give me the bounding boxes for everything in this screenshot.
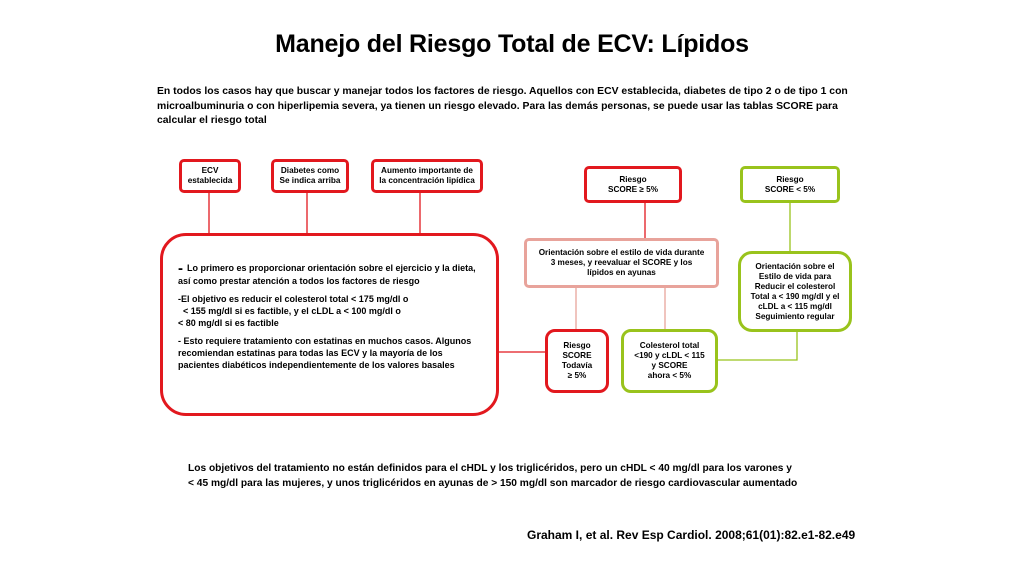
citation: Graham I, et al. Rev Esp Cardiol. 2008;61(01):82.e1-82.e49: [527, 528, 856, 542]
box-line: Estilo de vida para: [758, 271, 832, 281]
box-line: cLDL a < 115 mg/dl: [758, 301, 832, 311]
box-ecv-establecida: [179, 159, 241, 193]
pink-connectors: [576, 287, 665, 330]
treatment-paragraph-2: [178, 293, 482, 329]
box-line: SCORE ≥ 5%: [608, 184, 658, 194]
treatment-line: < 155 mg/dl si es factible, y el cLDL a < 100 mg/dl o: [178, 306, 401, 316]
box-line: Todavía: [561, 361, 593, 370]
box-colesterol-total: [621, 329, 718, 393]
box-line: 3 meses, y reevaluar el SCORE y los: [550, 258, 693, 267]
box-line: SCORE: [562, 351, 592, 360]
intro-text: En todos los casos hay que buscar y manejar todos los factores de riesgo. Aquellos con ECV establecida, diabetes de tipo 2 o de tipo 1 con microalbuminuria o con hiperlipemia severa, ya tienen un riesgo elevado. Para las demás personas, se puede usar las tablas SCORE para calcular el riesgo total: [157, 86, 848, 126]
box-line: Se indica arriba: [279, 176, 341, 185]
box-line: y SCORE: [651, 361, 688, 370]
box-line: Orientación sobre el estilo de vida durante: [538, 248, 705, 257]
box-line: <190 y cLDL < 115: [634, 351, 705, 360]
box-score-low: [740, 166, 840, 203]
treatment-text-1: Lo primero es proporcionar orientación sobre el ejercicio y la dieta, así como prestar atención a todos los factores de riesgo: [178, 263, 476, 286]
treatment-paragraph-1: [178, 262, 482, 287]
box-line: Riesgo: [563, 341, 591, 350]
box-line: Orientación sobre el: [755, 261, 835, 271]
box-line: establecida: [187, 176, 233, 185]
box-aumento-lipidico: [371, 159, 483, 193]
box-line: ≥ 5%: [567, 371, 587, 380]
treatment-paragraph-3: - Esto requiere tratamiento con estatinas en muchos casos. Algunos recomiendan estatinas para todas las ECV y la mayoría de los pacientes diabéticos independientemente de los valores basales: [178, 336, 472, 370]
box-line: ECV: [201, 166, 219, 175]
box-score-high: [584, 166, 682, 203]
box-line: SCORE < 5%: [764, 184, 816, 194]
box-line: Reducir el colesterol: [754, 281, 836, 291]
box-line: Total a < 190 mg/dl y el: [750, 291, 840, 301]
box-line: Riesgo: [776, 174, 804, 184]
box-orientacion-3-meses: [524, 238, 719, 288]
box-tratamiento: [160, 233, 499, 416]
box-orientacion-estilo-vida: [738, 251, 852, 332]
box-line: ahora < 5%: [647, 371, 692, 380]
box-line: Colesterol total: [639, 341, 700, 350]
box-line: la concentración lipídica: [379, 176, 475, 185]
box-line: Aumento importante de: [381, 166, 473, 175]
footnote-line: < 45 mg/dl para las mujeres, y unos triglicéridos en ayunas de > 150 mg/dl son marcador de riesgo cardiovascular aumentado: [188, 478, 798, 489]
footnote: [188, 461, 838, 491]
box-line: Seguimiento regular: [755, 311, 835, 321]
footnote-line: Los objetivos del tratamiento no están definidos para el cHDL y los triglicéridos, pero un cHDL < 40 mg/dl para los varones y: [188, 463, 792, 474]
box-riesgo-todavia: [545, 329, 609, 393]
page-title: Manejo del Riesgo Total de ECV: Lípidos: [275, 30, 749, 58]
box-line: Diabetes como: [280, 166, 340, 175]
treatment-line: < 80 mg/dl si es factible: [178, 318, 279, 328]
box-line: lípidos en ayunas: [587, 268, 656, 277]
box-diabetes: [271, 159, 349, 193]
treatment-line: -El objetivo es reducir el colesterol total < 175 mg/dl o: [178, 294, 409, 304]
dash-marker: -: [178, 260, 183, 277]
box-line: Riesgo: [619, 174, 647, 184]
